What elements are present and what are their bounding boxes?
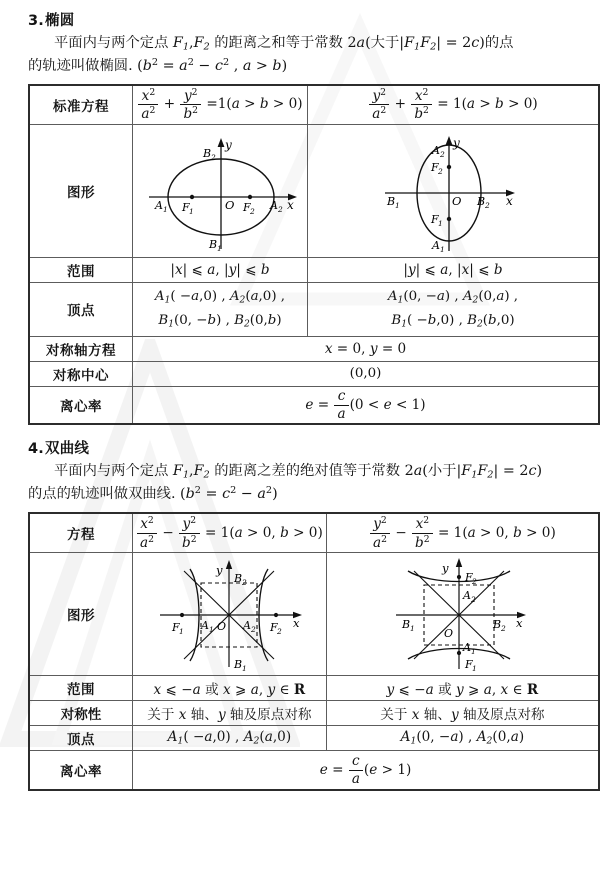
svg-text:F: F — [182, 200, 190, 214]
svg-text:1: 1 — [440, 244, 445, 254]
row-label-vertex-hyp: 顶点 — [29, 726, 133, 751]
svg-text:1: 1 — [242, 664, 248, 674]
hyperbola-vertex-horizontal: $A_1( -a,0)$ , $A_2(a,0)$ — [133, 726, 327, 751]
hyperbola-vertical-svg — [374, 555, 550, 673]
hyperbola-equation-horizontal: $\frac{x^2}{a^2}$ − $\frac{y^2}{b^2}$ = 1(a > 0, b > 0) — [133, 513, 327, 552]
svg-text:2: 2 — [242, 578, 248, 588]
table-row-figure — [29, 124, 599, 257]
row-label-symmetry-axis: 对称轴方程 — [29, 336, 133, 361]
svg-text:B: B — [234, 572, 243, 586]
row-label-symmetry: 对称性 — [29, 701, 133, 726]
ellipse-vertex-vertical: $A_1(0$, −a) , $A_2(0,a)$ , $B_1( -b,0)$ , $B_2(b,0)$ — [308, 282, 600, 336]
section-heading-hyperbola — [28, 437, 586, 458]
svg-text:A: A — [463, 589, 472, 603]
svg-text:A: A — [270, 198, 278, 212]
ellipse-range-horizontal: |x| ⩽ a, |y| ⩽ b — [133, 257, 308, 282]
svg-text:y: y — [442, 561, 449, 576]
svg-text:A: A — [155, 198, 163, 212]
svg-text:1: 1 — [209, 625, 215, 635]
row-label-range: 范围 — [29, 257, 133, 282]
table-row-vertex — [29, 282, 599, 336]
hyperbola-eccentricity-value: e = $\frac{c}{a}$ (e > 1) — [133, 751, 600, 791]
section-number: 3. — [28, 13, 44, 29]
svg-text:O: O — [452, 193, 462, 208]
svg-text:y: y — [453, 135, 460, 150]
table-row-symmetry — [29, 701, 599, 726]
ellipse-symmetry-axis-value: x = 0, y = 0 — [133, 336, 600, 361]
svg-text:x: x — [287, 197, 294, 212]
svg-text:x: x — [506, 193, 513, 208]
svg-text:x: x — [293, 616, 300, 631]
svg-text:B: B — [209, 237, 218, 251]
ellipse-range-vertical: |y| ⩽ a, |x| ⩽ b — [308, 257, 600, 282]
svg-text:O: O — [444, 627, 454, 641]
ellipse-table — [28, 84, 600, 425]
ellipse-horizontal-svg — [137, 127, 303, 255]
svg-text:B: B — [477, 194, 486, 208]
svg-text:F: F — [465, 571, 474, 585]
table-row-eccentricity — [29, 386, 599, 424]
svg-text:F: F — [431, 212, 439, 226]
hyperbola-definition: 平面内与两个定点 $F_1,F_2$ 的距离之差的绝对值等于常数 2a(小于$|F_1F_2| = 2c$) 的点的轨迹叫做双曲线. $(b^2 = c^2 - a^2)$ — [28, 463, 543, 503]
row-label-standard-equation: 标准方程 — [29, 85, 133, 124]
svg-text:x: x — [516, 616, 523, 631]
ellipse-vertical-svg — [365, 127, 541, 255]
table-row-eccentricity-hyp — [29, 751, 599, 791]
figure-ellipse-vertical — [308, 124, 600, 257]
row-label-vertex: 顶点 — [29, 282, 133, 336]
svg-text:B: B — [203, 146, 212, 160]
svg-text:A: A — [201, 619, 210, 633]
ellipse-definition: 平面内与两个定点 $F_1,F_2$ 的距离之和等于常数 2a(大于$|F_1F_2| = 2c$)的点 的轨迹叫做椭圆. ($b^2 = a^2 - c^2$ , a > b) — [28, 35, 514, 74]
svg-text:B: B — [402, 618, 411, 632]
svg-text:1: 1 — [395, 200, 400, 210]
svg-text:B: B — [387, 194, 396, 208]
ellipse-vertex-horizontal: $A_1( -a,0)$ , $A_2(a,0)$ , $B_1(0$, −b) , $B_2(0,b)$ — [133, 282, 308, 336]
table-row-range — [29, 257, 599, 282]
svg-text:F: F — [270, 621, 279, 635]
svg-text:2: 2 — [278, 204, 283, 214]
svg-text:2: 2 — [501, 624, 507, 634]
svg-text:2: 2 — [211, 152, 216, 162]
row-label-eccentricity: 离心率 — [29, 386, 133, 424]
svg-text:B: B — [493, 618, 502, 632]
section-title: 椭圆 — [45, 13, 75, 29]
row-label-range-hyp: 范围 — [29, 676, 133, 701]
section-heading-ellipse — [28, 9, 586, 30]
ellipse-eccentricity-value: e = $\frac{c}{a}$ (0 < e < 1) — [133, 386, 600, 424]
svg-text:O: O — [225, 197, 235, 212]
svg-text:1: 1 — [189, 206, 194, 216]
svg-text:2: 2 — [471, 595, 477, 605]
svg-text:F: F — [172, 621, 181, 635]
section-number-hyperbola: 4. — [28, 441, 44, 458]
hyperbola-symmetry-vertical: 关于 x 轴、y 轴及原点对称 — [326, 701, 599, 726]
hyperbola-range-horizontal: x ⩽ −a 或 x ⩾ a, y ∈ R — [133, 676, 327, 701]
svg-text:2: 2 — [440, 149, 445, 159]
table-row-center — [29, 361, 599, 386]
svg-text:1: 1 — [217, 243, 222, 253]
svg-text:A: A — [243, 619, 252, 633]
svg-text:A: A — [432, 238, 440, 252]
svg-text:1: 1 — [163, 204, 168, 214]
table-row-figure-hyp — [29, 553, 599, 676]
row-label-figure-hyp: 图形 — [29, 553, 133, 676]
table-row-range-hyp — [29, 676, 599, 701]
svg-text:y: y — [225, 137, 232, 152]
svg-text:y: y — [216, 563, 223, 578]
svg-text:F: F — [243, 200, 251, 214]
ellipse-symmetry-center-value: (0,0) — [133, 361, 600, 386]
figure-hyperbola-horizontal — [133, 553, 327, 676]
row-label-eccentricity-hyp: 离心率 — [29, 751, 133, 791]
ellipse-equation-horizontal: $\frac{x^2}{a^2}$ + $\frac{y^2}{b^2}$ =1(a > b > 0) — [133, 85, 308, 124]
section-title-hyperbola: 双曲线 — [45, 441, 90, 458]
hyperbola-range-vertical: y ⩽ −a 或 y ⩾ a, x ∈ R — [326, 676, 599, 701]
svg-text:A: A — [463, 641, 472, 655]
table-row-equation-hyp — [29, 513, 599, 552]
figure-ellipse-horizontal — [133, 124, 308, 257]
hyperbola-table — [28, 512, 600, 791]
figure-hyperbola-vertical — [326, 553, 599, 676]
svg-text:2: 2 — [250, 206, 255, 216]
svg-text:2: 2 — [277, 627, 283, 637]
ellipse-equation-vertical: $\frac{y^2}{a^2}$ + $\frac{x^2}{b^2}$ = 1(a > b > 0) — [308, 85, 600, 124]
row-label-equation-hyp: 方程 — [29, 513, 133, 552]
svg-text:1: 1 — [410, 624, 416, 634]
svg-text:2: 2 — [438, 166, 443, 176]
hyperbola-horizontal-svg — [146, 555, 312, 673]
hyperbola-symmetry-horizontal: 关于 x 轴、y 轴及原点对称 — [133, 701, 327, 726]
table-row-vertex-hyp — [29, 726, 599, 751]
row-label-symmetry-center: 对称中心 — [29, 361, 133, 386]
svg-text:F: F — [431, 160, 439, 174]
svg-text:F: F — [465, 658, 474, 672]
svg-text:2: 2 — [485, 200, 490, 210]
svg-text:1: 1 — [471, 647, 477, 657]
svg-text:A: A — [432, 143, 440, 157]
hyperbola-vertex-vertical: $A_1(0$, −a) , $A_2(0,a)$ — [326, 726, 599, 751]
svg-text:2: 2 — [472, 577, 478, 587]
svg-text:1: 1 — [438, 218, 443, 228]
svg-text:1: 1 — [179, 627, 185, 637]
svg-text:2: 2 — [251, 625, 257, 635]
table-row-axis — [29, 336, 599, 361]
svg-text:1: 1 — [472, 664, 478, 674]
hyperbola-equation-vertical: $\frac{y^2}{a^2}$ − $\frac{x^2}{b^2}$ = 1(a > 0, b > 0) — [326, 513, 599, 552]
table-row-equation — [29, 85, 599, 124]
svg-text:O: O — [217, 620, 227, 634]
svg-text:B: B — [234, 658, 243, 672]
row-label-figure: 图形 — [29, 124, 133, 257]
